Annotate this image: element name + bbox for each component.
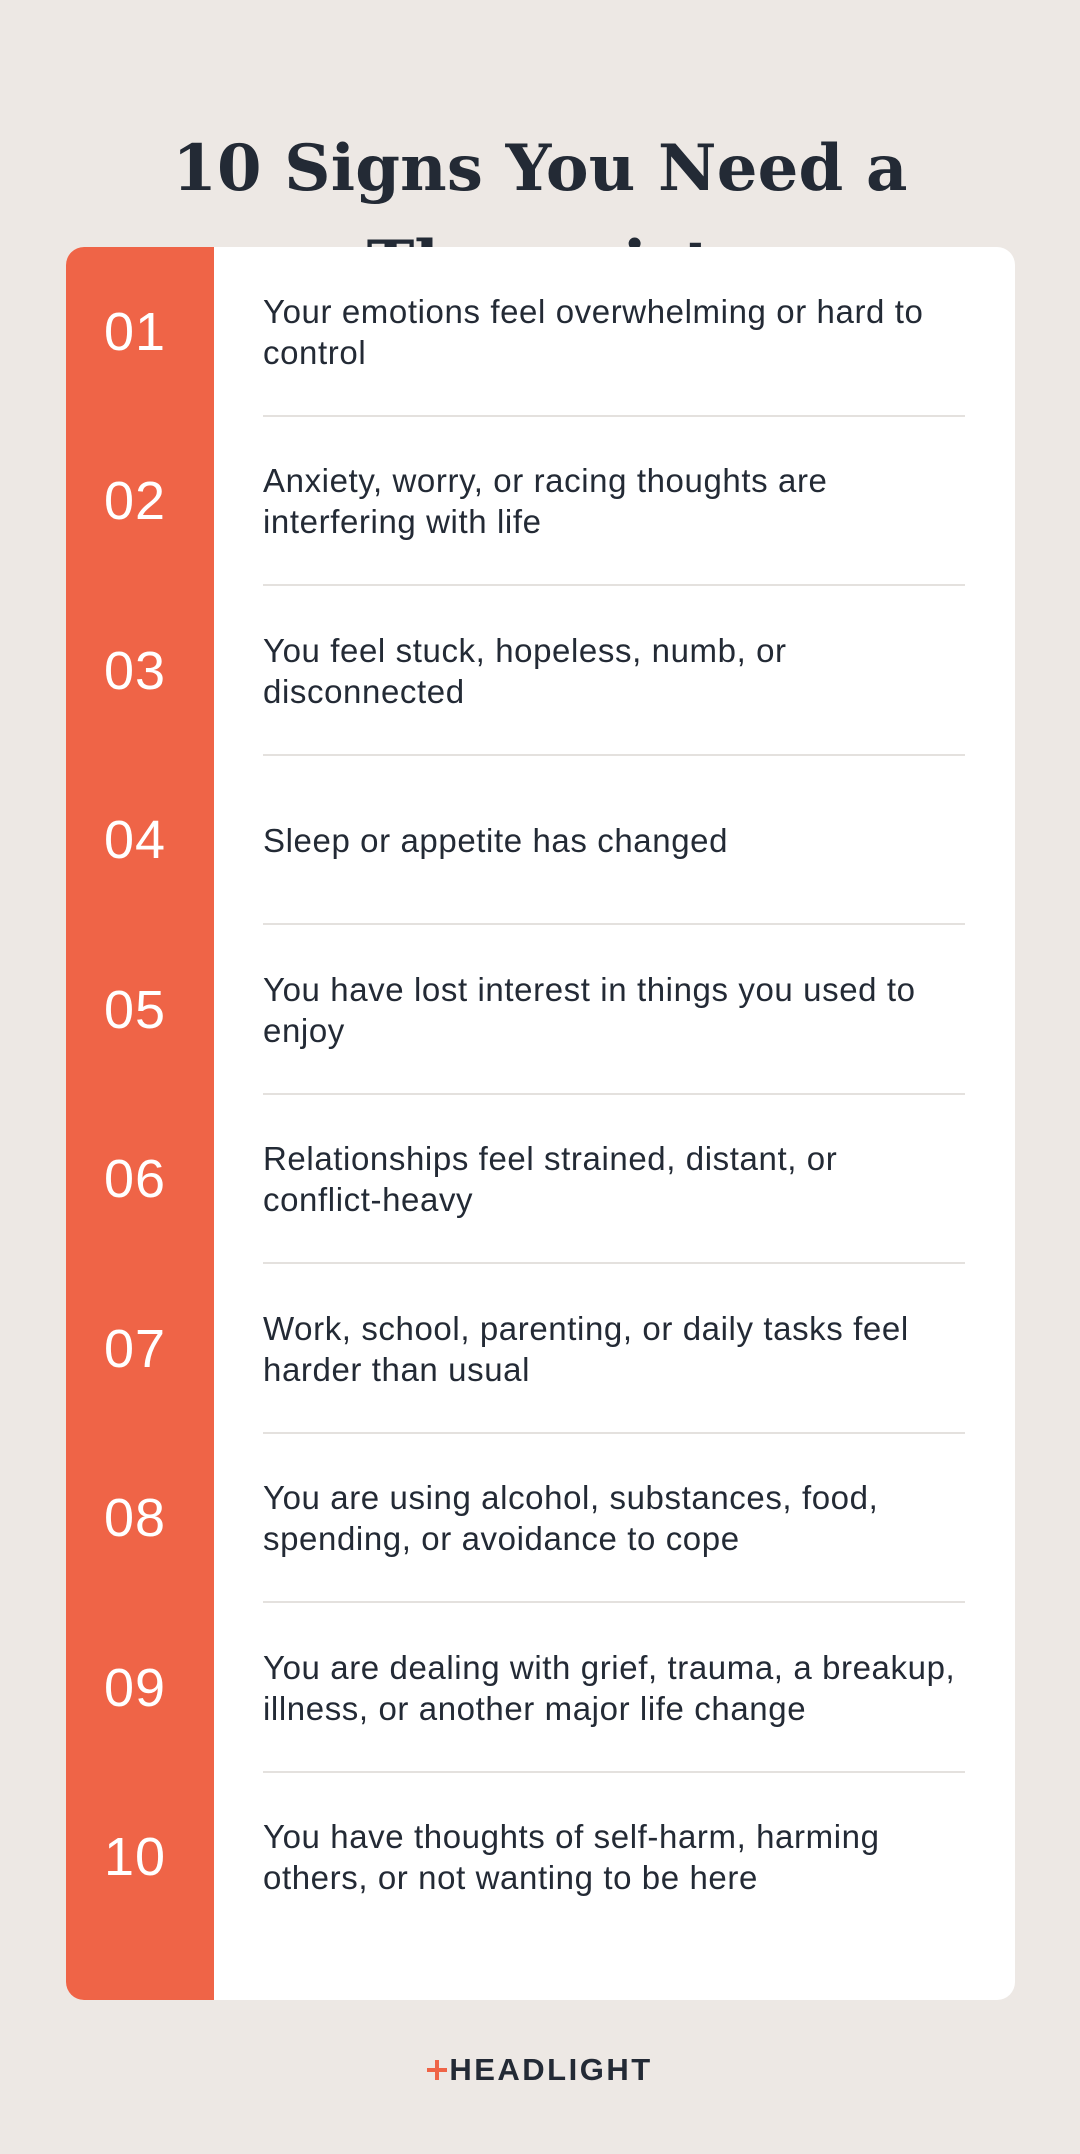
sign-number: 09: [104, 1657, 167, 1718]
sign-text: You have lost interest in things you used to enjoy: [263, 970, 916, 1049]
sign-number: 07: [104, 1318, 167, 1379]
list-item: [66, 1773, 1015, 1943]
sign-number: 05: [104, 979, 167, 1040]
sign-text: You are dealing with grief, trauma, a breakup, illness, or another major life change: [263, 1648, 956, 1727]
sign-number: 06: [104, 1149, 167, 1210]
sign-text: You feel stuck, hopeless, numb, or disconnected: [263, 631, 787, 710]
list-item: [66, 756, 1015, 926]
sign-number: 08: [104, 1488, 167, 1549]
sign-text: Relationships feel strained, distant, or conflict-heavy: [263, 1140, 838, 1219]
sign-number: 03: [104, 640, 167, 701]
list-item: [66, 1434, 1015, 1604]
sign-number: 10: [104, 1827, 167, 1888]
sign-text: You are using alcohol, substances, food, spending, or avoidance to cope: [263, 1479, 879, 1558]
sign-text: Your emotions feel overwhelming or hard to control: [263, 292, 924, 371]
sign-number: 02: [104, 471, 167, 532]
sign-number: 04: [104, 810, 167, 871]
page-title: 10 Signs You Need a: [172, 130, 908, 206]
list-item: [66, 1264, 1015, 1434]
list-item: [66, 417, 1015, 587]
list-item: [66, 1095, 1015, 1265]
brand-name: HEADLIGHT: [449, 2052, 653, 2087]
list-item: [66, 586, 1015, 756]
sign-text: You have thoughts of self-harm, harming others, or not wanting to be here: [263, 1818, 880, 1897]
list-item: [66, 925, 1015, 1095]
headlight-mark-icon: [427, 2057, 447, 2083]
signs-card: [66, 247, 1015, 2000]
sign-text: Work, school, parenting, or daily tasks feel harder than usual: [263, 1309, 909, 1388]
sign-number: 01: [104, 301, 167, 362]
list-item: [66, 247, 1015, 417]
list-item: [66, 1603, 1015, 1773]
brand-logo: [0, 2052, 1080, 2092]
sign-text: Sleep or appetite has changed: [263, 821, 729, 859]
sign-text: Anxiety, worry, or racing thoughts are interfering with life: [263, 462, 828, 541]
